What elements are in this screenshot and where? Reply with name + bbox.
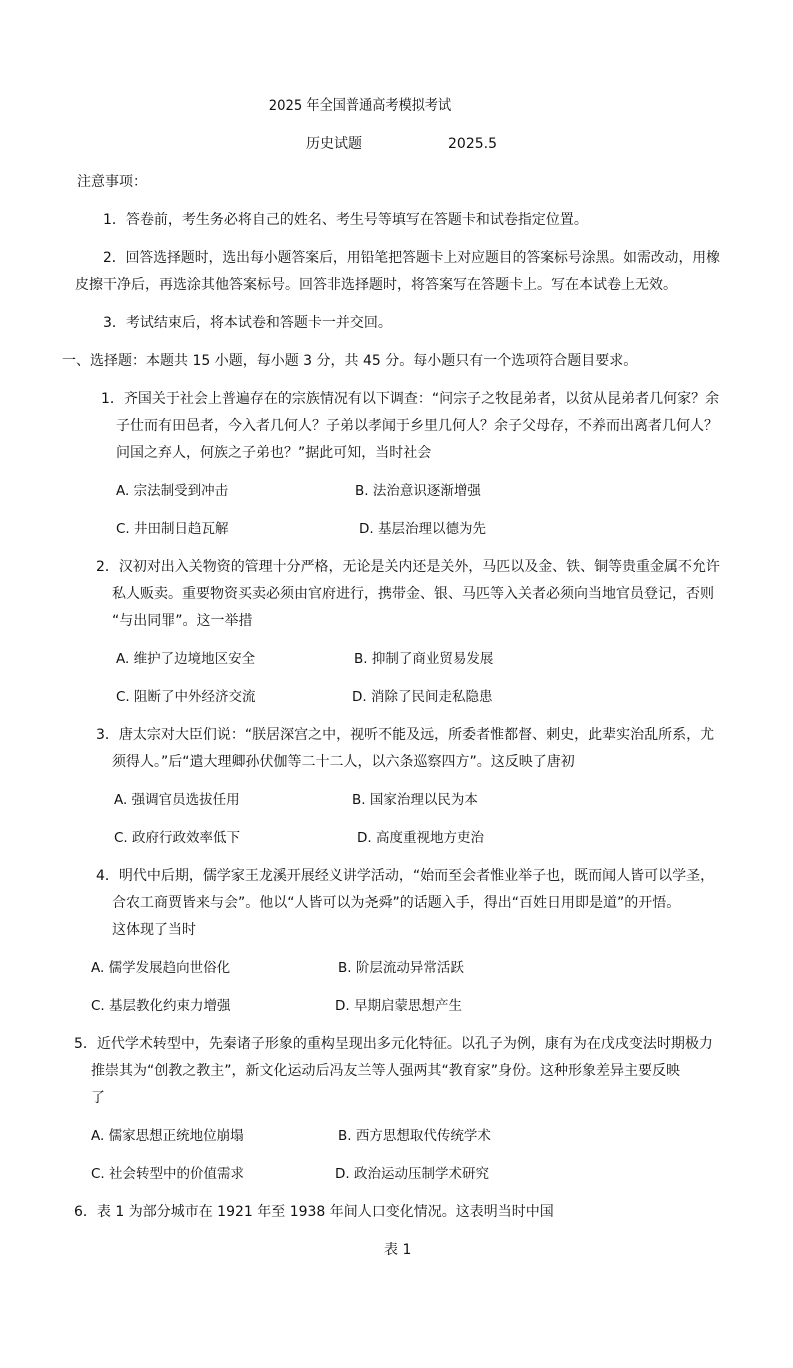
question-4-option-b: B. 阶层流动异常活跃 <box>338 960 464 976</box>
question-6-line-1: 6．表 1 为部分城市在 1921 年至 1938 年间人口变化情况。这表明当时中国 <box>74 1204 554 1220</box>
question-5-line-1: 5．近代学术转型中，先秦诸子形象的重构呈现出多元化特征。以孔子为例，康有为在戊戌变法时期极力 <box>74 1036 713 1052</box>
notice-item-2-line-2: 皮擦干净后，再选涂其他答案标号。回答非选择题时，将答案写在答题卡上。写在本试卷上无效。 <box>75 277 677 293</box>
question-5-option-d: D. 政治运动压制学术研究 <box>335 1166 489 1182</box>
section-heading: 一、选择题：本题共 15 小题，每小题 3 分，共 45 分。每小题只有一个选项符合题目要求。 <box>62 353 638 369</box>
question-2-option-b: B. 抑制了商业贸易发展 <box>354 651 494 667</box>
question-4-option-c: C. 基层教化约束力增强 <box>91 998 231 1014</box>
notice-heading: 注意事项： <box>77 174 147 190</box>
question-5-option-b: B. 西方思想取代传统学术 <box>338 1128 491 1144</box>
exam-title: 2025 年全国普通高考模拟考试 <box>268 98 452 114</box>
table-caption: 表 1 <box>384 1242 412 1258</box>
question-3-option-b: B. 国家治理以民为本 <box>352 792 478 808</box>
question-1-line-3: 问国之弃人，何族之子弟也？”据此可知，当时社会 <box>116 445 432 461</box>
question-2-line-2: 私人贩卖。重要物资买卖必须由官府进行，携带金、银、马匹等入关者必须向当地官员登记，否则 <box>112 586 714 602</box>
notice-item-1: 1．答卷前，考生务必将自己的姓名、考生号等填写在答题卡和试卷指定位置。 <box>103 212 588 228</box>
question-2-line-3: “与出同罪”。这一举措 <box>112 613 253 629</box>
exam-date: 2025.5 <box>448 136 497 152</box>
question-2-line-1: 2．汉初对出入关物资的管理十分严格，无论是关内还是关外，马匹以及金、铁、铜等贵重金属不允许 <box>96 559 720 575</box>
question-4-option-a: A. 儒学发展趋向世俗化 <box>91 960 231 976</box>
question-4-line-3: 这体现了当时 <box>112 922 196 938</box>
question-5-option-a: A. 儒家思想正统地位崩塌 <box>91 1128 244 1144</box>
question-4-option-d: D. 早期启蒙思想产生 <box>335 998 462 1014</box>
question-1-option-d: D. 基层治理以德为先 <box>359 521 486 537</box>
question-3-option-c: C. 政府行政效率低下 <box>114 830 241 846</box>
notice-item-2-line-1: 2．回答选择题时，选出每小题答案后，用铅笔把答题卡上对应题目的答案标号涂黑。如需改动，用橡 <box>103 250 720 266</box>
question-5-option-c: C. 社会转型中的价值需求 <box>91 1166 245 1182</box>
question-1-line-1: 1．齐国关于社会上普遍存在的宗族情况有以下调查：“问宗子之牧昆弟者，以贫从昆弟者几何家？余 <box>101 391 720 407</box>
question-4-line-1: 4．明代中后期，儒学家王龙溪开展经义讲学活动，“始而至会者惟业举子也，既而闻人皆可以学圣， <box>96 868 715 884</box>
question-3-option-a: A. 强调官员选拔任用 <box>114 792 240 808</box>
question-3-line-2: 须得人。”后“遣大理卿孙伏伽等二十二人，以六条巡察四方”。这反映了唐初 <box>112 754 575 770</box>
exam-subject: 历史试题 <box>306 136 362 152</box>
question-1-option-b: B. 法治意识逐渐增强 <box>355 483 481 499</box>
question-3-option-d: D. 高度重视地方吏治 <box>357 830 484 846</box>
notice-item-3: 3．考试结束后，将本试卷和答题卡一并交回。 <box>103 315 392 331</box>
question-1-option-a: A. 宗法制受到冲击 <box>116 483 229 499</box>
question-2-option-d: D. 消除了民间走私隐患 <box>352 689 493 705</box>
question-2-option-a: A. 维护了边境地区安全 <box>116 651 256 667</box>
question-1-option-c: C. 井田制日趋瓦解 <box>116 521 229 537</box>
question-1-line-2: 子仕而有田邑者，今入者几何人？子弟以孝闻于乡里几何人？余子父母存，不养而出离者几何人？ <box>116 418 718 434</box>
question-5-line-2: 推崇其为“创教之教主”，新文化运动后冯友兰等人强两其“教育家”身份。这种形象差异主要反映 <box>91 1063 681 1079</box>
question-3-line-1: 3．唐太宗对大臣们说：“朕居深宫之中，视听不能及远，所委者惟都督、刺史，此辈实治乱所系，尤 <box>96 727 715 743</box>
question-2-option-c: C. 阻断了中外经济交流 <box>116 689 256 705</box>
question-5-line-3: 了 <box>91 1090 105 1106</box>
question-4-line-2: 合农工商贾皆来与会”。他以“人皆可以为尧舜”的话题入手，得出“百姓日用即是道”的开悟。 <box>112 895 681 911</box>
